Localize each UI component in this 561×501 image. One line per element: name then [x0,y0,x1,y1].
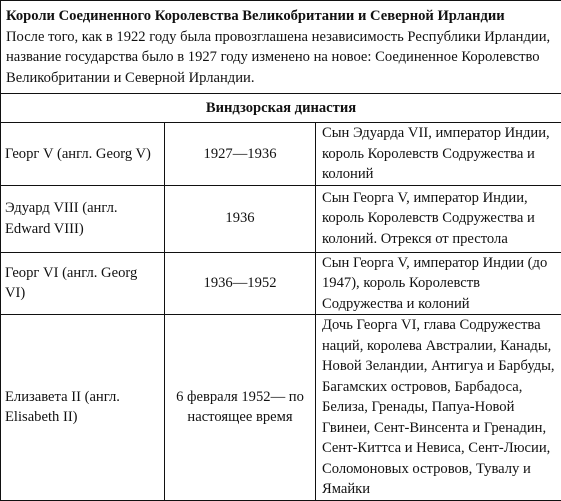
monarch-description: Сын Георга V, император Индии (до 1947), король Королевств Содружества и колоний [316,252,561,315]
table-title: Короли Соединенного Королевства Великобритании и Северной Ирландии [6,6,556,27]
monarch-name: Георг V (англ. Georg V) [1,123,165,186]
reign-years: 1927—1936 [165,123,316,186]
reign-years: 1936 [165,185,316,252]
dynasty-heading: Виндзорская династия [1,94,561,123]
monarch-description: Сын Эдуарда VII, император Индии, король Королевств Содружества и колоний [316,123,561,186]
monarch-description: Дочь Георга VI, глава Содружества наций, королева Австралии, Канады, Новой Зеландии, Антигуа и Барбуды, Багамских островов, Барбадоса, Белиза, Гренады, Папуа-Новой Гвинеи, Сент-Винсента и Гренадин, Сент-Киттса и Невиса, Сент-Люсии, Соломоновых островов, Тувалу и Ямайки [316,315,561,501]
intro-cell [1,1,561,94]
monarch-name: Эдуард VIII (англ. Edward VIII) [1,185,165,252]
table-row [1,185,561,252]
table-row [1,123,561,186]
dynasty-row [1,94,561,123]
table-row [1,252,561,315]
reign-years: 6 февраля 1952— по настоящее время [165,315,316,501]
intro-row [1,1,561,94]
reign-years: 1936—1952 [165,252,316,315]
monarch-name: Георг VI (англ. Georg VI) [1,252,165,315]
monarch-name: Елизавета II (англ. Elisabeth II) [1,315,165,501]
table-row [1,315,561,501]
intro-text: После того, как в 1922 году была провозглашена независимость Республики Ирландии, название государства было в 1927 году изменено на новое: Соединенное Королевство Великобритании и Северной Ирландии. [6,29,550,86]
monarch-description: Сын Георга V, император Индии, король Королевств Содружества и колоний. Отрекся от престола [316,185,561,252]
